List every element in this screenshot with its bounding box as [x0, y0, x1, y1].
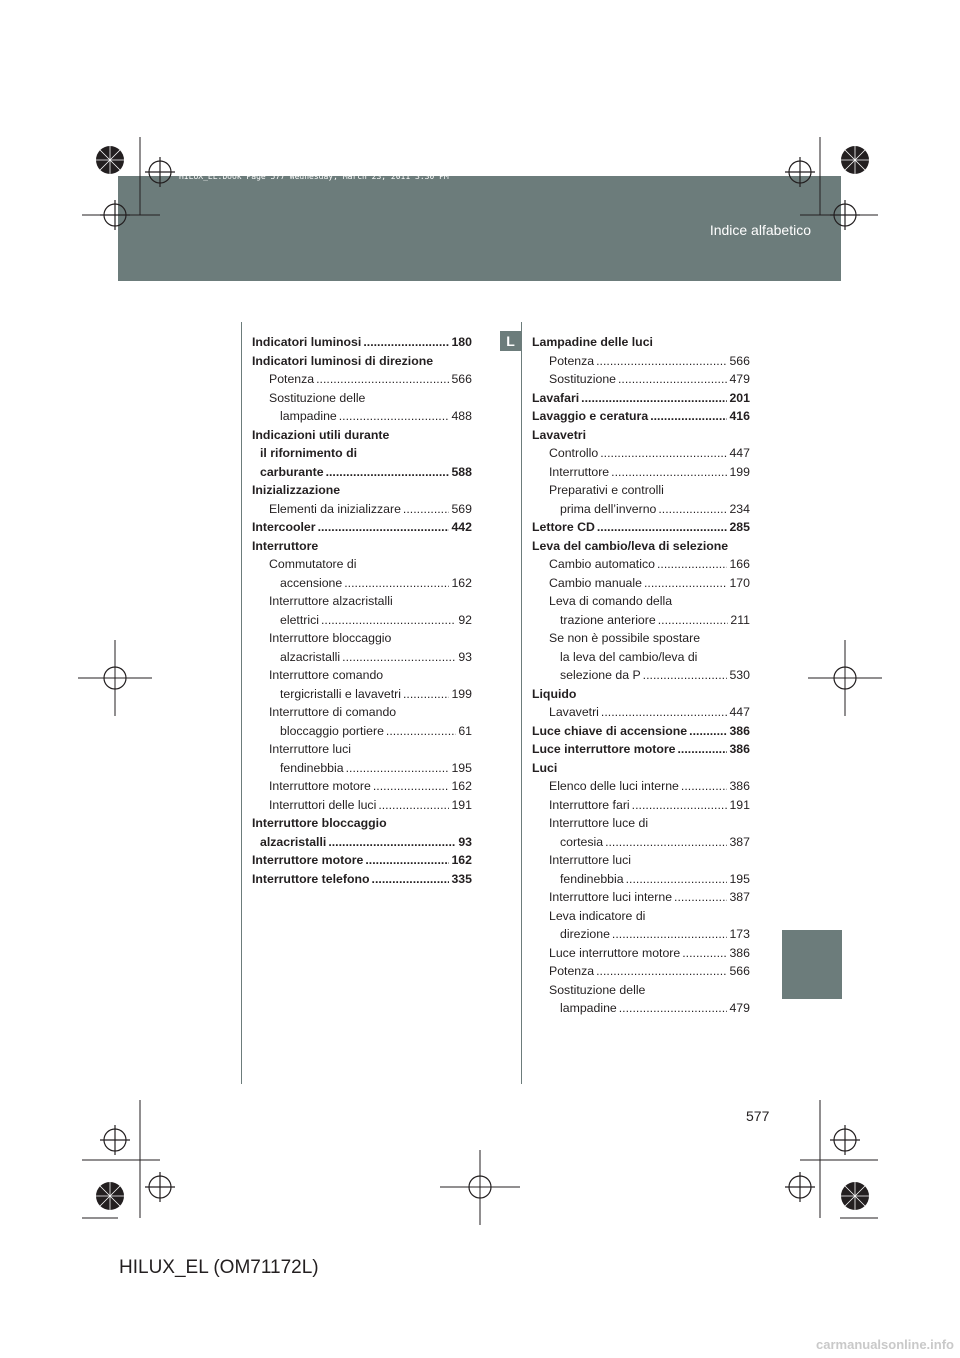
index-entry: [532, 888, 750, 907]
index-entry-label: Interruttore alzacristalli: [269, 594, 393, 608]
index-entry: [532, 981, 750, 1000]
index-entry-page: 387: [729, 890, 750, 904]
index-entry-page: 201: [729, 390, 750, 405]
index-entry: [252, 629, 472, 648]
index-entry: [252, 759, 472, 778]
index-entry-label: Interruttore luci: [269, 742, 352, 756]
dot-leader: [344, 574, 449, 593]
index-entry-label: Interruttore motore: [252, 853, 364, 867]
dot-leader: [619, 999, 728, 1018]
index-entry: [532, 777, 750, 796]
index-entry-page: 386: [729, 779, 750, 793]
dot-leader: [626, 870, 728, 889]
column-rule-middle: [521, 322, 522, 1084]
index-entry: [532, 500, 750, 519]
index-entry-label: Lavavetri: [532, 427, 587, 442]
index-entry: [532, 537, 750, 556]
index-entry-label: Interruttore bloccaggio: [269, 631, 392, 645]
index-entry-label: Indicatori luminosi: [252, 335, 362, 349]
dot-leader: [597, 518, 728, 537]
dot-leader: [403, 500, 450, 519]
index-entry: [252, 611, 472, 630]
index-entry-label: Interruttore comando: [269, 668, 384, 682]
index-entry: [252, 389, 472, 408]
index-entry: [532, 833, 750, 852]
index-entry: [532, 333, 750, 352]
index-entry: [252, 703, 472, 722]
index-entry-page: 335: [451, 871, 472, 886]
index-entry: [252, 463, 472, 482]
index-entry-label: Interruttore: [252, 538, 319, 553]
dot-leader: [689, 722, 727, 741]
index-entry-label: Interruttore: [549, 464, 610, 479]
index-entry-page: 479: [729, 1001, 750, 1015]
index-entry: [252, 518, 472, 537]
index-entry-page: 566: [451, 372, 472, 386]
dot-leader: [363, 333, 449, 352]
index-entry-page: 386: [729, 742, 750, 756]
index-entry-page: 180: [451, 335, 472, 349]
dot-leader: [657, 555, 728, 574]
index-entry: [252, 500, 472, 519]
dot-leader: [596, 352, 727, 371]
index-entry-label: Interruttore telefono: [252, 871, 370, 886]
index-entry-label: Interruttore luci: [549, 853, 632, 867]
index-entry: [252, 537, 472, 556]
dot-leader: [658, 500, 727, 519]
index-entry-label: Leva indicatore di: [549, 908, 646, 923]
index-entry-page: 211: [730, 612, 750, 627]
index-entry-label: Luce interruttore motore: [532, 742, 676, 756]
dot-leader: [601, 703, 728, 722]
dot-leader: [632, 796, 728, 815]
dot-leader: [644, 574, 728, 593]
index-entry-label: cortesia: [560, 834, 604, 849]
watermark: carmanualsonline.info: [816, 1337, 954, 1352]
dot-leader: [643, 666, 728, 685]
index-entry: [532, 444, 750, 463]
index-entry-label: Lampadine delle luci: [532, 335, 653, 349]
index-entry-page: 61: [458, 723, 472, 738]
index-entry-label: alzacristalli: [280, 649, 341, 664]
index-entry-label: Interruttore bloccaggio: [252, 816, 387, 830]
index-entry: [252, 851, 472, 870]
dot-leader: [386, 722, 456, 741]
index-entry-page: 234: [729, 501, 750, 516]
index-entry: [252, 333, 472, 352]
dot-leader: [618, 370, 727, 389]
book-stamp: HILUX_EL.book Page 577 Wednesday, March 23, 2011 3:30 PM: [179, 172, 449, 181]
index-entry: [252, 796, 472, 815]
index-entry-label: Luce interruttore motore: [549, 945, 681, 960]
index-entry-label: Interruttore di comando: [269, 705, 397, 719]
index-entry-label: Lettore CD: [532, 520, 595, 534]
index-entry-label: Interruttore motore: [269, 779, 371, 793]
index-entry: [532, 352, 750, 371]
index-entry-label: la leva del cambio/leva di: [560, 649, 698, 664]
dot-leader: [342, 648, 456, 667]
index-entry: [532, 685, 750, 704]
index-entry: [532, 740, 750, 759]
dot-leader: [611, 463, 727, 482]
index-entry-label: il rifornimento di: [260, 446, 358, 460]
index-entry: [532, 722, 750, 741]
index-entry: [532, 426, 750, 445]
index-entry-label: Interruttore luce di: [549, 816, 649, 830]
index-entry: [252, 722, 472, 741]
index-entry-label: Potenza: [549, 964, 595, 978]
index-entry: [532, 703, 750, 722]
index-entry: [252, 370, 472, 389]
dot-leader: [581, 389, 727, 408]
dot-leader: [318, 518, 450, 537]
index-entry-page: 199: [729, 464, 750, 479]
index-entry-label: Indicazioni utili durante: [252, 427, 390, 442]
index-entry-page: 92: [458, 612, 472, 627]
dot-leader: [403, 685, 450, 704]
dot-leader: [378, 796, 449, 815]
index-entry-label: Interruttori delle luci: [269, 797, 377, 812]
index-entry: [532, 814, 750, 833]
index-entry: [252, 870, 472, 889]
manual-code: HILUX_EL (OM71172L): [119, 1257, 319, 1278]
dot-leader: [682, 944, 727, 963]
index-entry: [532, 648, 750, 667]
index-entry-page: 93: [458, 834, 472, 849]
dot-leader: [596, 962, 727, 981]
index-entry-label: Se non è possibile spostare: [549, 631, 701, 645]
dot-leader: [339, 407, 450, 426]
index-entry-page: 386: [729, 945, 750, 960]
index-entry-label: Lavaggio e ceratura: [532, 409, 649, 423]
index-entry-label: alzacristalli: [260, 834, 327, 849]
dot-leader: [316, 370, 449, 389]
dot-leader: [658, 611, 729, 630]
index-entry-label: Sostituzione: [549, 372, 616, 386]
index-entry-page: 569: [451, 501, 472, 516]
index-entry-label: carburante: [260, 464, 324, 479]
index-entry: [532, 962, 750, 981]
index-entry-page: 588: [451, 464, 472, 479]
index-entry-label: Cambio manuale: [549, 575, 642, 590]
index-entry-page: 442: [451, 520, 472, 534]
index-entry: [532, 555, 750, 574]
dot-leader: [321, 611, 456, 630]
index-entry-page: 488: [451, 409, 472, 423]
header-band: [118, 176, 841, 281]
index-entry: [532, 796, 750, 815]
index-entry-label: Lavavetri: [549, 705, 599, 719]
index-entry-label: elettrici: [280, 612, 319, 627]
index-entry-label: Sostituzione delle: [549, 982, 646, 997]
index-entry-page: 387: [729, 834, 750, 849]
index-entry: [252, 814, 472, 833]
index-entry-page: 191: [451, 797, 472, 812]
index-entry-page: 162: [451, 575, 472, 590]
thumb-tab: [782, 930, 842, 999]
index-entry-label: Preparativi e controlli: [549, 483, 664, 497]
index-entry-label: trazione anteriore: [560, 612, 656, 627]
index-entry: [532, 851, 750, 870]
dot-leader: [605, 833, 727, 852]
index-entry-page: 530: [729, 668, 750, 682]
index-entry-label: Lavafari: [532, 390, 580, 405]
index-entry: [532, 629, 750, 648]
dot-leader: [674, 888, 727, 907]
index-entry-label: Elenco delle luci interne: [549, 779, 679, 793]
index-entry: [532, 666, 750, 685]
index-entry: [252, 426, 472, 445]
index-entry-label: Sostituzione delle: [269, 390, 366, 405]
column-rule-left: [241, 322, 242, 1084]
dot-leader: [373, 777, 450, 796]
dot-leader: [677, 740, 727, 759]
index-entry-page: 566: [729, 353, 750, 368]
index-entry: [532, 870, 750, 889]
dot-leader: [346, 759, 450, 778]
index-entry-page: 93: [458, 649, 472, 664]
index-entry: [252, 407, 472, 426]
index-entry-label: Inizializzazione: [252, 483, 341, 497]
index-entry: [532, 944, 750, 963]
index-entry: [252, 555, 472, 574]
index-entry-label: Liquido: [532, 686, 577, 701]
index-entry-page: 566: [729, 964, 750, 978]
index-entry: [532, 759, 750, 778]
index-entry: [532, 611, 750, 630]
index-entry: [532, 481, 750, 500]
index-entry-label: Elementi da inizializzare: [269, 501, 401, 516]
index-entry-page: 191: [729, 797, 750, 812]
index-entry-page: 170: [729, 575, 750, 590]
index-entry: [532, 370, 750, 389]
index-entry: [252, 685, 472, 704]
index-entry-label: Potenza: [549, 353, 595, 368]
index-entry-label: Cambio automatico: [549, 557, 655, 571]
index-entry-label: Leva del cambio/leva di selezione: [532, 538, 729, 553]
index-entry-label: bloccaggio portiere: [280, 723, 384, 738]
index-entry-label: Leva di comando della: [549, 594, 673, 608]
index-entry-label: Interruttore fari: [549, 797, 630, 812]
dot-leader: [600, 444, 727, 463]
index-entry-label: Interruttore luci interne: [549, 890, 673, 904]
index-column-left: [252, 333, 472, 888]
page-number: 577: [746, 1108, 770, 1124]
index-entry-label: fendinebbia: [280, 760, 344, 775]
dot-leader: [365, 851, 449, 870]
dot-leader: [650, 407, 727, 426]
dot-leader: [372, 870, 450, 889]
index-entry: [252, 481, 472, 500]
index-entry: [252, 666, 472, 685]
index-entry-page: 285: [729, 520, 750, 534]
index-entry-label: lampadine: [560, 1001, 617, 1015]
index-entry-label: fendinebbia: [560, 871, 624, 886]
index-entry-page: 479: [729, 372, 750, 386]
dot-leader: [326, 463, 450, 482]
index-entry: [252, 740, 472, 759]
index-entry-page: 162: [451, 779, 472, 793]
index-entry-label: Indicatori luminosi di direzione: [252, 353, 434, 368]
index-entry-page: 195: [451, 760, 472, 775]
index-entry: [532, 389, 750, 408]
index-entry: [252, 648, 472, 667]
dot-leader: [328, 833, 456, 852]
index-entry-label: prima dell’inverno: [560, 501, 657, 516]
dot-leader: [681, 777, 728, 796]
index-entry-page: 447: [729, 446, 750, 460]
index-entry: [252, 352, 472, 371]
index-entry-label: Luce chiave di accensione: [532, 723, 688, 738]
index-entry-page: 173: [729, 927, 750, 941]
index-entry-label: accensione: [280, 575, 343, 590]
index-entry: [252, 777, 472, 796]
index-entry: [532, 925, 750, 944]
index-entry: [532, 999, 750, 1018]
index-entry: [252, 574, 472, 593]
index-entry: [532, 463, 750, 482]
section-title: Indice alfabetico: [709, 222, 811, 238]
index-entry: [532, 574, 750, 593]
index-entry-page: 199: [451, 686, 472, 701]
index-entry-page: 166: [729, 557, 750, 571]
index-entry-label: Luci: [532, 760, 558, 775]
index-entry: [532, 407, 750, 426]
dot-leader: [612, 925, 728, 944]
index-entry: [252, 592, 472, 611]
index-entry-label: direzione: [560, 927, 610, 941]
index-column-right: [532, 333, 750, 1018]
index-entry-label: selezione da P: [560, 668, 641, 682]
index-entry-label: Commutatore di: [269, 557, 357, 571]
index-entry-label: Intercooler: [252, 520, 316, 534]
index-entry-label: Controllo: [549, 446, 599, 460]
index-entry: [252, 444, 472, 463]
index-entry-label: Potenza: [269, 372, 315, 386]
index-entry-label: lampadine: [280, 409, 337, 423]
index-entry: [252, 833, 472, 852]
index-entry-label: tergicristalli e lavavetri: [280, 686, 401, 701]
index-entry-page: 195: [729, 871, 750, 886]
index-entry-page: 162: [451, 853, 472, 867]
index-entry: [532, 907, 750, 926]
index-entry-page: 416: [729, 409, 750, 423]
index-entry-page: 386: [729, 723, 750, 738]
index-entry: [532, 592, 750, 611]
index-entry-page: 447: [729, 705, 750, 719]
index-entry: [532, 518, 750, 537]
section-letter-badge: L: [500, 331, 521, 351]
